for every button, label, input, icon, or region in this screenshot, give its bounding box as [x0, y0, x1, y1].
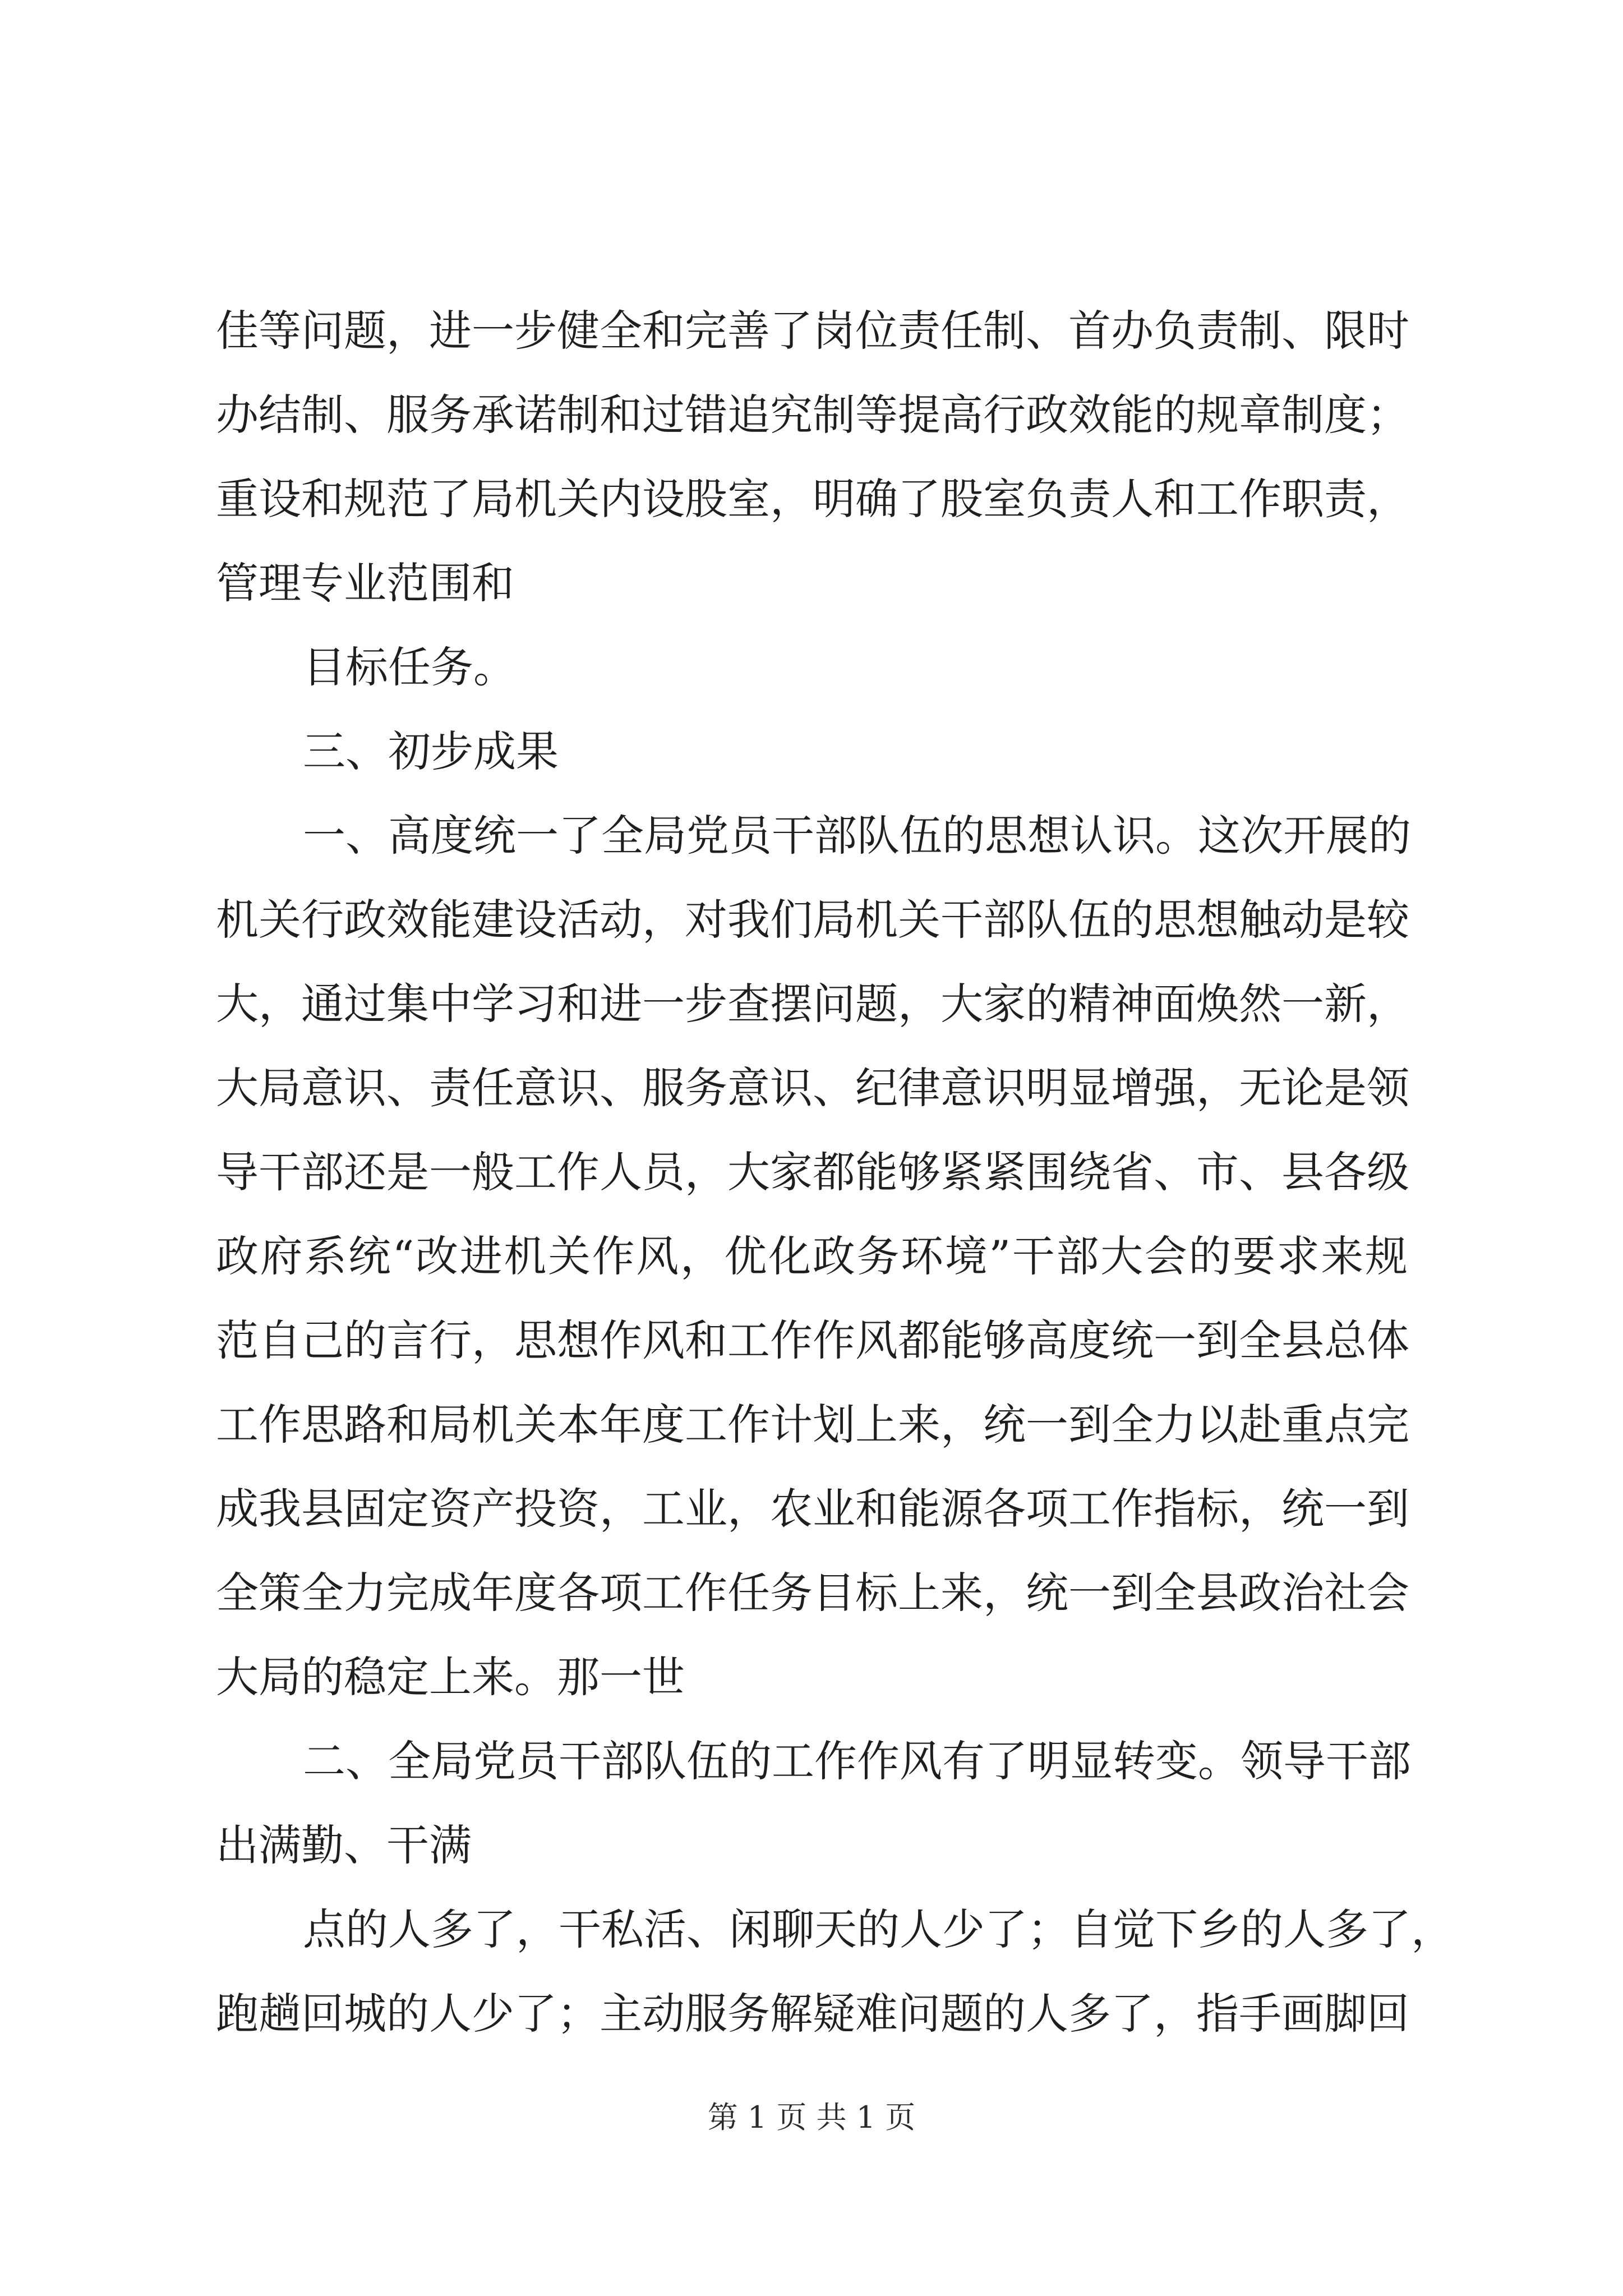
text-line: 出满勤、干满	[216, 1820, 472, 1870]
text-line: 政府系统“改进机关作风，优化政务环境”干部大会的要求来规	[216, 1231, 1408, 1281]
text-line: 机关行政效能建设活动，对我们局机关干部队伍的思想触动是较	[216, 895, 1409, 945]
text-line: 重设和规范了局机关内设股室，明确了股室负责人和工作职责，	[216, 474, 1409, 524]
text-line: 一、高度统一了全局党员干部队伍的思想认识。这次开展的	[303, 811, 1411, 861]
text-line: 范自己的言行，思想作风和工作作风都能够高度统一到全县总体	[216, 1315, 1409, 1365]
text-line: 办结制、服务承诺制和过错追究制等提高行政效能的规章制度；	[216, 390, 1409, 440]
text-line: 二、全局党员干部队伍的工作作风有了明显转变。领导干部	[303, 1736, 1411, 1786]
text-line: 目标任务。	[303, 642, 516, 692]
text-line: 点的人多了，干私活、闲聊天的人少了；自觉下乡的人多了，	[303, 1904, 1454, 1954]
text-line: 大局意识、责任意识、服务意识、纪律意识明显增强，无论是领	[216, 1063, 1409, 1113]
text-line: 大，通过集中学习和进一步查摆问题，大家的精神面焕然一新，	[216, 979, 1409, 1029]
text-line: 全策全力完成年度各项工作任务目标上来，统一到全县政治社会	[216, 1568, 1409, 1618]
text-line: 管理专业范围和	[216, 558, 514, 608]
text-line: 大局的稳定上来。那一世	[216, 1652, 685, 1702]
text-line: 跑趟回城的人少了；主动服务解疑难问题的人多了，指手画脚回	[216, 1989, 1409, 2039]
page-footer: 第 1 页 共 1 页	[707, 2100, 916, 2135]
text-line: 工作思路和局机关本年度工作计划上来，统一到全力以赴重点完	[216, 1400, 1409, 1450]
text-line: 成我县固定资产投资，工业，农业和能源各项工作指标，统一到	[216, 1484, 1409, 1534]
text-line: 佳等问题，进一步健全和完善了岗位责任制、首办负责制、限时	[216, 306, 1409, 356]
text-line: 导干部还是一般工作人员，大家都能够紧紧围绕省、市、县各级	[216, 1147, 1409, 1197]
section-heading: 三、初步成果	[303, 726, 559, 776]
